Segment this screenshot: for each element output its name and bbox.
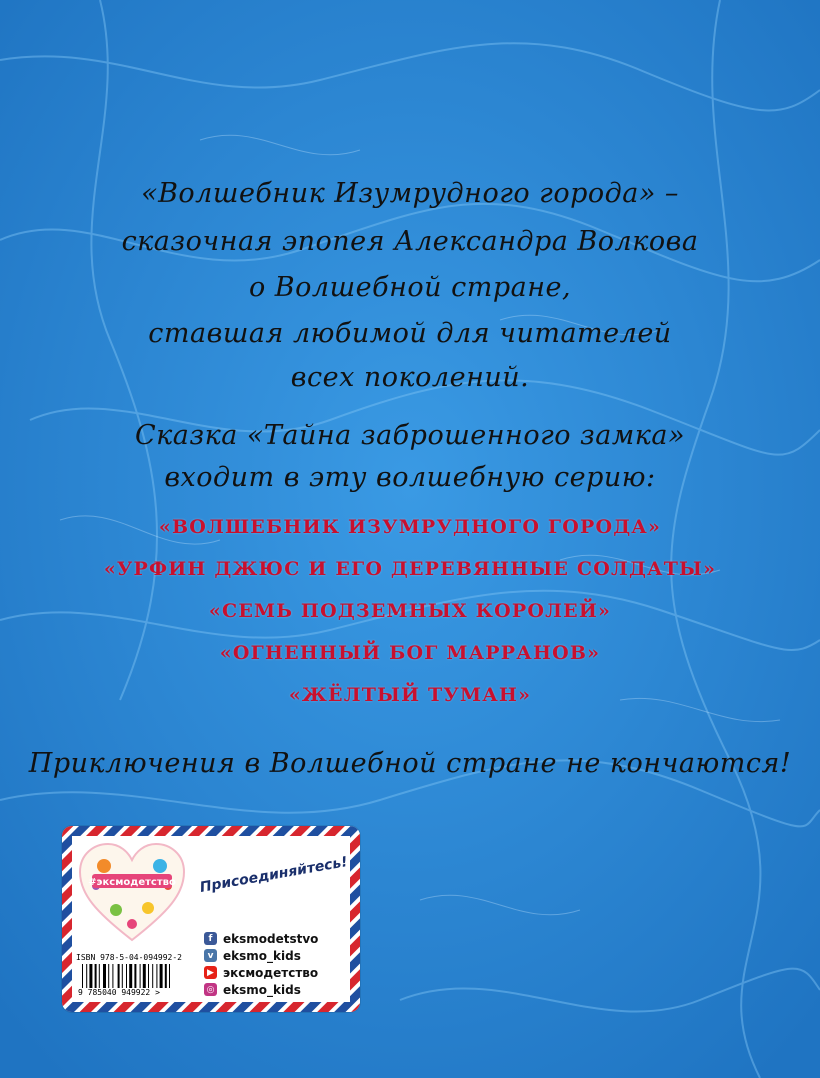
series-title-1: «ВОЛШЕБНИК ИЗУМРУДНОГО ГОРОДА» xyxy=(158,516,662,538)
barcode-bar xyxy=(129,964,132,988)
social-links xyxy=(204,930,318,998)
intro-line-4: ставшая любимой для читателей xyxy=(148,318,672,349)
barcode-bar xyxy=(99,964,100,988)
barcode-bar xyxy=(89,964,92,988)
series-title-3: «СЕМЬ ПОДЗЕМНЫХ КОРОЛЕЙ» xyxy=(208,600,612,622)
barcode-bar xyxy=(148,964,149,988)
barcode-digits: 9 785040 949922 > xyxy=(78,988,160,996)
barcode-bar xyxy=(169,964,170,988)
join-label: Присоединяйтесь! xyxy=(198,854,349,896)
barcode-bar xyxy=(86,964,87,988)
postcard xyxy=(62,826,360,1012)
barcode-bar xyxy=(152,964,153,988)
social-row[interactable] xyxy=(204,930,318,947)
social-label: eksmo_kids xyxy=(223,948,301,963)
barcode-bar xyxy=(143,964,146,988)
social-row[interactable] xyxy=(204,981,318,998)
barcode-bar xyxy=(134,964,136,988)
intro-line-3: о Волшебной стране, xyxy=(248,272,572,303)
barcode-bar xyxy=(122,964,123,988)
barcode xyxy=(76,964,200,996)
barcode-bar xyxy=(95,964,97,988)
barcode-bar xyxy=(112,964,113,988)
isbn-label: ISBN 978-5-04-094992-2 xyxy=(76,953,182,962)
barcode-bar xyxy=(156,964,157,988)
vk-icon: v xyxy=(204,949,217,962)
barcode-bar xyxy=(165,964,167,988)
intro-line-5: всех поколений. xyxy=(290,362,530,393)
barcode-bar xyxy=(108,964,109,988)
series-intro-line-2: входит в эту волшебную серию: xyxy=(164,462,656,493)
barcode-bar xyxy=(82,964,83,988)
social-label: eksmo_kids xyxy=(223,982,301,997)
barcode-bar xyxy=(160,964,163,988)
facebook-icon: f xyxy=(204,932,217,945)
social-label: eksmodetstvo xyxy=(223,931,319,946)
closing-line: Приключения в Волшебной стране не кончаются! xyxy=(28,748,792,779)
barcode-bar xyxy=(118,964,120,988)
social-row[interactable] xyxy=(204,964,318,981)
intro-line-2: сказочная эпопея Александра Волкова xyxy=(121,226,699,257)
instagram-icon: ◎ xyxy=(204,983,217,996)
heart-illustration xyxy=(76,840,188,944)
series-title-5: «ЖЁЛТЫЙ ТУМАН» xyxy=(288,684,532,706)
barcode-bar xyxy=(140,964,141,988)
youtube-icon: ▶ xyxy=(204,966,217,979)
hashtag-label: #эксмодетство xyxy=(88,877,176,888)
barcode-bar xyxy=(103,964,106,988)
series-title-4: «ОГНЕННЫЙ БОГ МАРРАНОВ» xyxy=(219,642,601,664)
intro-line-1: «Волшебник Изумрудного города» – xyxy=(141,178,679,209)
postcard-inner xyxy=(72,836,350,1002)
social-row[interactable] xyxy=(204,947,318,964)
series-intro-line-1: Сказка «Тайна заброшенного замка» xyxy=(134,420,686,451)
series-title-2: «УРФИН ДЖЮС И ЕГО ДЕРЕВЯННЫЕ СОЛДАТЫ» xyxy=(103,558,717,580)
barcode-bar xyxy=(126,964,127,988)
social-label: эксмодетство xyxy=(223,965,319,980)
